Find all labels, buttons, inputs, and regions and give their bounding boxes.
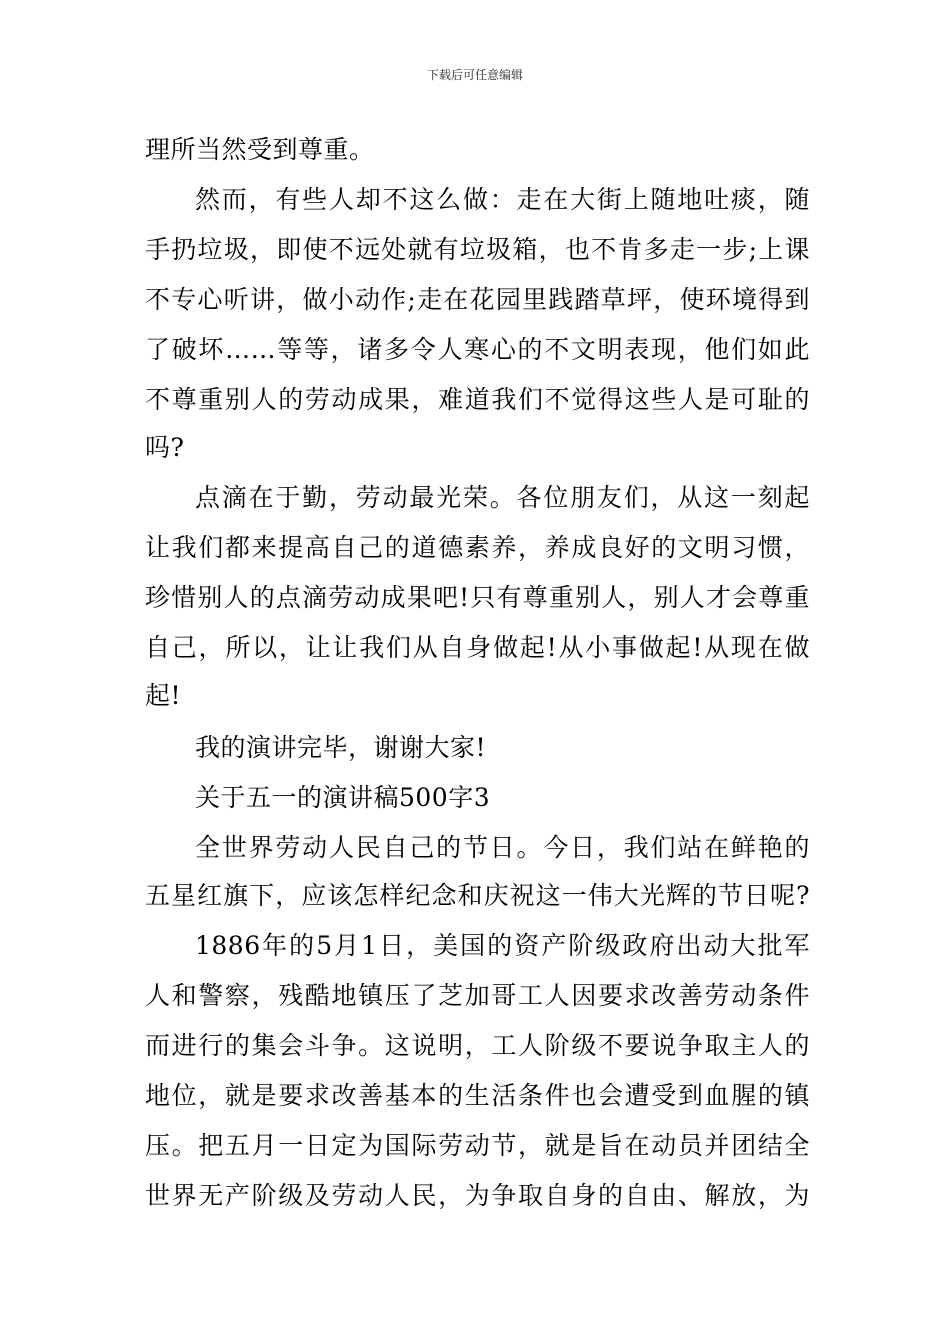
text-line-18: 人和警察，残酷地镇压了芝加哥工人因要求改善劳动条件	[145, 981, 810, 1010]
text-line-7: 吗?	[145, 433, 185, 462]
text-line-1: 理所当然受到尊重。	[145, 135, 375, 164]
text-line-11: 自己，所以，让让我们从自身做起!从小事做起!从现在做	[145, 633, 810, 662]
text-line-15: 全世界劳动人民自己的节日。今日，我们站在鲜艳的	[195, 833, 810, 862]
section-heading: 关于五一的演讲稿500字3	[195, 783, 491, 812]
text-line-4: 不专心听讲，做小动作;走在花园里践踏草坪，使环境得到	[145, 285, 810, 314]
text-line-20: 地位，就是要求改善基本的生活条件也会遭受到血腥的镇	[145, 1081, 810, 1110]
text-line-9: 让我们都来提高自己的道德素养，养成良好的文明习惯，	[145, 533, 810, 562]
document-header-note: 下载后可任意编辑	[426, 68, 523, 82]
text-line-10: 珍惜别人的点滴劳动成果吧!只有尊重别人，别人才会尊重	[145, 583, 810, 612]
text-line-17: 1886年的5月1日，美国的资产阶级政府出动大批军	[195, 931, 810, 960]
text-line-6: 不尊重别人的劳动成果，难道我们不觉得这些人是可耻的	[145, 385, 810, 414]
text-line-8: 点滴在于勤，劳动最光荣。各位朋友们，从这一刻起	[195, 483, 810, 512]
text-line-5: 了破坏……等等，诸多令人寒心的不文明表现，他们如此	[145, 335, 810, 364]
text-line-2: 然而，有些人却不这么做：走在大街上随地吐痰，随	[195, 185, 810, 214]
text-line-16: 五星红旗下，应该怎样纪念和庆祝这一伟大光辉的节日呢?	[145, 881, 810, 910]
text-line-22: 世界无产阶级及劳动人民，为争取自身的自由、解放，为	[145, 1181, 810, 1210]
text-line-21: 压。把五月一日定为国际劳动节，就是旨在动员并团结全	[145, 1131, 810, 1160]
text-line-19: 而进行的集会斗争。这说明，工人阶级不要说争取主人的	[145, 1031, 810, 1060]
text-line-3: 手扔垃圾，即使不远处就有垃圾箱，也不肯多走一步;上课	[145, 235, 810, 264]
text-line-13: 我的演讲完毕，谢谢大家!	[195, 733, 487, 762]
text-line-12: 起!	[145, 681, 182, 710]
